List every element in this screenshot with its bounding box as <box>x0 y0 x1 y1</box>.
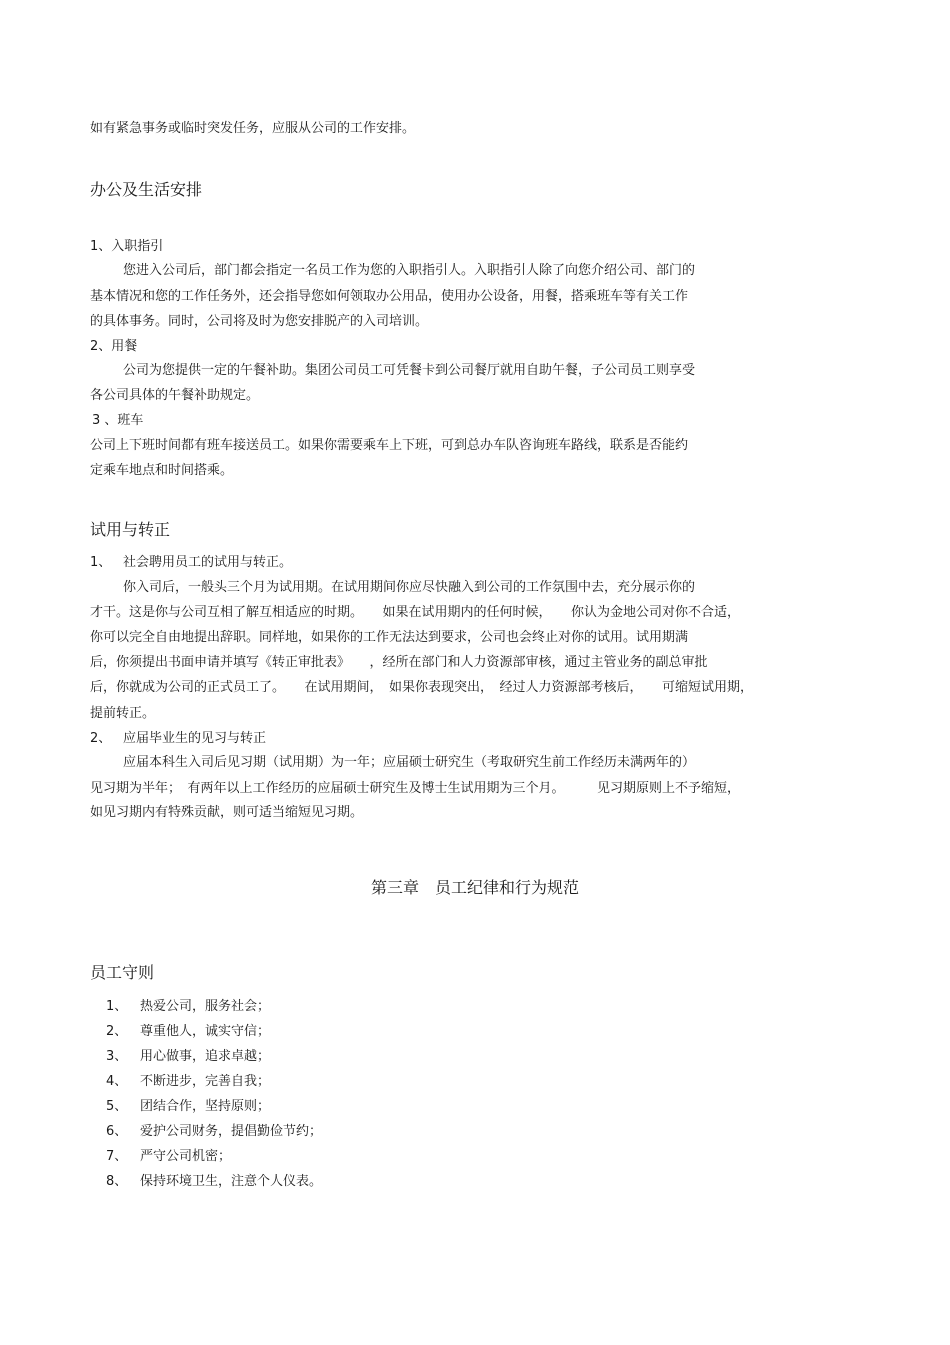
rule-item: 爱护公司财务，提倡勤俭节约； <box>140 1124 323 1139</box>
probation-item1-line: 提前转正。 <box>90 706 156 721</box>
rule-item: 保持环境卫生，注意个人仪表。 <box>140 1174 323 1189</box>
probation-item2-line: 见习期为半年； 有两年以上工作经历的应届硕士研究生及博士生试用期为三个月。 见习期原则上不予缩短， <box>90 781 741 796</box>
rule-item: 团结合作，坚持原则； <box>140 1099 271 1114</box>
section-title-rules: 员工守则 <box>90 963 155 982</box>
office-item1-title: 1、入职指引 <box>90 239 164 254</box>
office-item1-line: 您进入公司后，部门都会指定一名员工作为您的入职指引人。入职指引人除了向您介绍公司、部门的 <box>123 263 696 278</box>
section-title-probation: 试用与转正 <box>90 520 171 539</box>
rule-item: 严守公司机密； <box>140 1149 232 1164</box>
intro-line: 如有紧急事务或临时突发任务，应服从公司的工作安排。 <box>90 121 416 136</box>
office-item2-line: 公司为您提供一定的午餐补助。集团公司员工可凭餐卡到公司餐厅就用自助午餐，子公司员工则享受 <box>123 363 696 378</box>
rule-number: 5、 <box>106 1099 128 1114</box>
rule-item: 用心做事，追求卓越； <box>140 1049 271 1064</box>
rule-number: 4、 <box>106 1074 128 1089</box>
rule-number: 6、 <box>106 1124 128 1139</box>
office-item3-line: 定乘车地点和时间搭乘。 <box>90 463 234 478</box>
office-item1-line: 的具体事务。同时，公司将及时为您安排脱产的入司培训。 <box>90 314 429 329</box>
probation-item1-line: 你入司后，一般头三个月为试用期。在试用期间你应尽快融入到公司的工作氛围中去，充分展示你的 <box>123 580 696 595</box>
rule-item: 热爱公司，服务社会； <box>140 999 271 1014</box>
office-item3-title: 3 、班车 <box>92 413 144 428</box>
probation-item2-title: 应届毕业生的见习与转正 <box>123 731 267 746</box>
rule-number: 1、 <box>106 999 128 1014</box>
rule-number: 3、 <box>106 1049 128 1064</box>
probation-item1-line: 你可以完全自由地提出辞职。同样地，如果你的工作无法达到要求，公司也会终止对你的试用。试用期满 <box>90 630 689 645</box>
probation-item1-number: 1、 <box>90 555 112 570</box>
probation-item2-line: 应届本科生入司后见习期（试用期）为一年；应届硕士研究生（考取研究生前工作经历未满两年的） <box>123 755 696 770</box>
chapter-title: 第三章 员工纪律和行为规范 <box>370 878 579 897</box>
probation-item1-line: 才干。这是你与公司互相了解互相适应的时期。 如果在试用期内的任何时候， 你认为金地公司对你不合适， <box>90 605 741 620</box>
section-title-office: 办公及生活安排 <box>90 180 203 199</box>
probation-item1-line: 后，你须提出书面申请并填写《转正审批表》 ，经所在部门和人力资源部审核，通过主管业务的副总审批 <box>90 655 708 670</box>
probation-item1-line: 后，你就成为公司的正式员工了。 在试用期间， 如果你表现突出， 经过人力资源部考核后， 可缩短试用期， <box>90 680 754 695</box>
rule-number: 2、 <box>106 1024 128 1039</box>
rule-item: 尊重他人，诚实守信； <box>140 1024 271 1039</box>
office-item1-line: 基本情况和您的工作任务外，还会指导您如何领取办公用品，使用办公设备，用餐，搭乘班车等有关工作 <box>90 289 689 304</box>
probation-item1-title: 社会聘用员工的试用与转正。 <box>123 555 293 570</box>
office-item3-line: 公司上下班时间都有班车接送员工。如果你需要乘车上下班，可到总办车队咨询班车路线，联系是否能约 <box>90 438 689 453</box>
probation-item2-number: 2、 <box>90 731 112 746</box>
rule-number: 8、 <box>106 1174 128 1189</box>
rule-item: 不断进步，完善自我； <box>140 1074 271 1089</box>
rule-number: 7、 <box>106 1149 128 1164</box>
office-item2-title: 2、用餐 <box>90 339 138 354</box>
office-item2-line: 各公司具体的午餐补助规定。 <box>90 388 260 403</box>
probation-item2-line: 如见习期内有特殊贡献，则可适当缩短见习期。 <box>90 805 364 820</box>
